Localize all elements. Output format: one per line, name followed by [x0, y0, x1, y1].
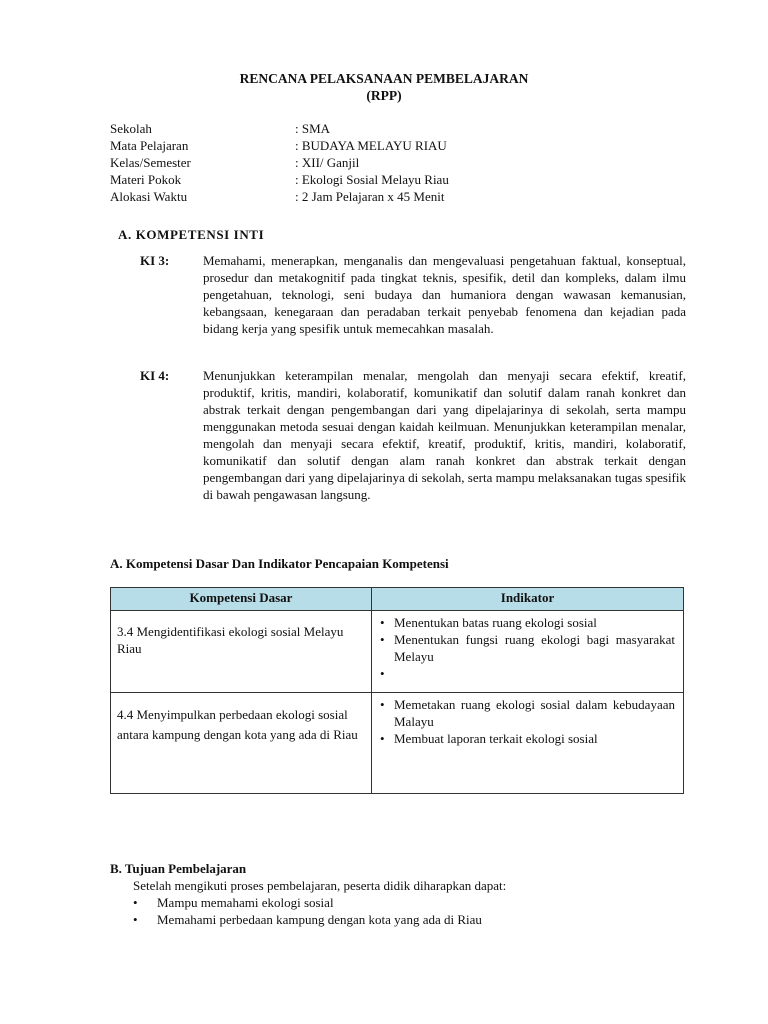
table-row [111, 611, 684, 693]
table-header-row [111, 588, 684, 611]
indikator-cell [372, 693, 684, 794]
document-title [0, 70, 768, 104]
identity-value: : SMA [295, 121, 331, 136]
identity-value: : XII/ Ganjil [295, 155, 360, 170]
indikator-item: • Membuat laporan terkait ekologi sosial [380, 730, 675, 747]
document-title-line1: RENCANA PELAKSANAAN PEMBELAJARAN [239, 71, 529, 86]
indikator-list [380, 614, 675, 665]
indikator-list [380, 696, 675, 747]
ki3-label: KI 3: [140, 253, 170, 268]
identity-row [110, 137, 449, 154]
table-row [111, 693, 684, 794]
column-header-kompetensi-dasar: Kompetensi Dasar [111, 588, 372, 611]
identity-value: : BUDAYA MELAYU RIAU [295, 138, 447, 153]
tujuan-section [110, 860, 506, 928]
document-title-line2: (RPP) [366, 88, 402, 103]
identity-label: Alokasi Waktu [110, 189, 188, 204]
identity-label: Mata Pelajaran [110, 138, 189, 153]
kompetensi-inti-heading: A. KOMPETENSI INTI [118, 227, 265, 242]
kd-cell: 4.4 Menyimpulkan perbedaan ekologi sosial antara kampung dengan kota yang ada di Riau [111, 693, 372, 794]
column-header-indikator: Indikator [372, 588, 684, 611]
indikator-item: • Menentukan fungsi ruang ekologi bagi masyarakat Melayu [380, 631, 675, 665]
identity-label: Kelas/Semester [110, 155, 191, 170]
ki4-text: Menunjukkan keterampilan menalar, mengolah dan menyaji secara efektif, kreatif, produktif, kritis, mandiri, kolaboratif, komunikatif dan solutif dalam ranah konkret dan abstrak terkait dengan pengembangan dari yang dipelajarinya di sekolah, serta mampu menggunakan metoda sesuai dengan kaidah keilmuan. Menunjukkan keterampilan menalar, mengolah dan menyaji secara efektif, kreatif, produktif, kritis, mandiri, kolaboratif, komunikatif dan solutif dengan alam ranah konkret dan abstrak terkait dengan pengembangan dari yang dipelajarinya di sekolah, serta mampu melaksanakan tugas spesifik di bawah pengawasan langsung. [203, 368, 686, 502]
tujuan-item: • Memahami perbedaan kampung dengan kota yang ada di Riau [133, 911, 506, 928]
kd-cell: 3.4 Mengidentifikasi ekologi sosial Melayu Riau [111, 611, 372, 693]
identity-row [110, 188, 449, 205]
tujuan-intro: Setelah mengikuti proses pembelajaran, peserta didik diharapkan dapat: [133, 878, 507, 893]
ki4-label: KI 4: [140, 368, 170, 383]
identity-row [110, 171, 449, 188]
indikator-item: • Memetakan ruang ekologi sosial dalam kebudayaan Malayu [380, 696, 675, 730]
identity-block [110, 120, 449, 205]
indikator-item: • Menentukan batas ruang ekologi sosial [380, 614, 675, 631]
kompetensi-dasar-heading: A. Kompetensi Dasar Dan Indikator Pencapaian Kompetensi [110, 556, 449, 571]
identity-row [110, 154, 449, 171]
identity-value: : 2 Jam Pelajaran x 45 Menit [295, 189, 445, 204]
identity-label: Sekolah [110, 121, 152, 136]
ki4-block [140, 367, 686, 503]
tujuan-list [110, 894, 506, 928]
ki3-block [140, 252, 686, 337]
identity-row [110, 120, 449, 137]
identity-value: : Ekologi Sosial Melayu Riau [295, 172, 449, 187]
ki3-text: Memahami, menerapkan, menganalis dan mengevaluasi pengetahuan faktual, konseptual, prosedur dan metakognitif pada tingkat teknis, spesifik, detil dan kompleks, dalam ilmu pengetahuan, teknologi, seni budaya dan humaniora dengan wawasan kemanusian, kebangsaan, kenegaraan dan peradaban terkait penyebab fenomena dan kejadian pada bidang kerja yang spesifik untuk memecahkan masalah. [203, 253, 686, 336]
tujuan-item: • Mampu memahami ekologi sosial [133, 894, 506, 911]
tujuan-heading: B. Tujuan Pembelajaran [110, 861, 247, 876]
identity-label: Materi Pokok [110, 172, 182, 187]
indikator-cell [372, 611, 684, 693]
kompetensi-dasar-table [110, 587, 684, 794]
